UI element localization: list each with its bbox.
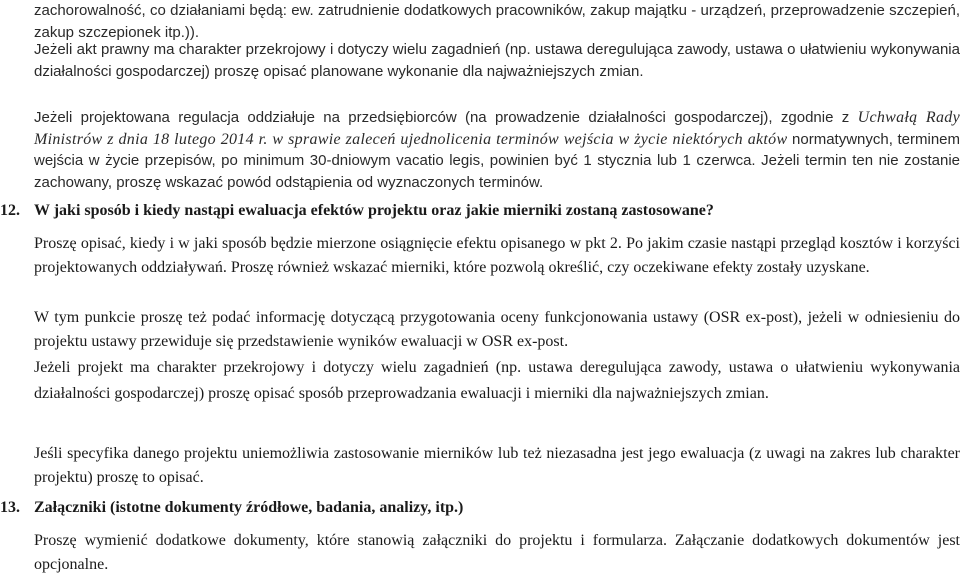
paragraph-osr-ex-post: W tym punkcie proszę też podać informację dotyczącą przygotowania oceny funkcjonowania ustawy (OSR ex-post), jeżeli w odniesieniu do projektu ustawy przewiduje się przedstawienie wyników ewaluacji w OSR ex-post. [34,309,960,350]
paragraph-evaluation-description: Proszę opisać, kiedy i w jaki sposób będzie mierzone osiągnięcie efektu opisanego w pkt 2. Po jakim czasie nastąpi przegląd kosztów i korzyści projektowanych oddziaływań. Proszę również wskazać mierniki, które pozwolą określić, czy oczekiwane efekty zostały uzyskane. [34,235,960,276]
paragraph-entrepreneurs-text-start: Jeżeli projektowana regulacja oddziałuje na przedsiębiorców (na prowadzenie działalności gospodarczej), zgodnie z [34,109,858,126]
paragraph-entrepreneurs-regulation [34,107,960,193]
council-resolution-citation: Uchwałą Rady Ministrów z dnia 18 lutego 2014 r. w sprawie zaleceń ujednolicenia terminów wejścia w życie niektórych aktów [34,109,960,148]
section-title: W jaki sposób i kiedy nastąpi ewaluacja efektów projektu oraz jakie mierniki zostaną zastosowane? [34,202,714,219]
section-heading-attachments [0,497,464,519]
paragraph-entrepreneurs-text-end: normatywnych, terminem wejścia w życie przepisów, po minimum 30-dniowym vacatio legis, powinien być 1 stycznia lub 1 czerwca. Jeżeli termin ten nie zostanie zachowany, proszę wskazać powód odstąpienia od wyznaczonych terminów. [34,130,960,191]
section-title: Załączniki (istotne dokumenty źródłowe, badania, analizy, itp.) [34,499,464,516]
paragraph-no-measures: Jeśli specyfika danego projektu uniemożliwia zastosowanie mierników lub też niezasadna jest jego ewaluacja (z uwagi na zakres lub charakter projektu) proszę to opisać. [34,445,960,486]
paragraph-examples-continuation: zachorowalność, co działaniami będą: ew. zatrudnienie dodatkowych pracowników, zakup majątku - urządzeń, przeprowadzenie szczepień, zakup szczepionek itp.)). [34,2,960,41]
paragraph-cross-cutting-evaluation: Jeżeli projekt ma charakter przekrojowy i dotyczy wielu zagadnień (np. ustawa deregulująca zawody, ustawa o ułatwieniu wykonywania działalności gospodarczej) proszę opisać sposób przeprowadzania ewaluacji i mierniki dla najważniejszych zmian. [34,359,960,402]
paragraph-attachments: Proszę wymienić dodatkowe dokumenty, które stanowią załączniki do projektu i formularza. Załączanie dodatkowych dokumentów jest opcjonalne. [34,532,960,573]
section-number: 12. [0,202,20,219]
paragraph-cross-cutting-act: Jeżeli akt prawny ma charakter przekrojowy i dotyczy wielu zagadnień (np. ustawa deregulująca zawody, ustawa o ułatwieniu wykonywania działalności gospodarczej) proszę opisać planowane wykonanie dla najważniejszych zmian. [34,41,960,80]
section-number: 13. [0,499,20,516]
section-heading-evaluation [0,200,714,222]
